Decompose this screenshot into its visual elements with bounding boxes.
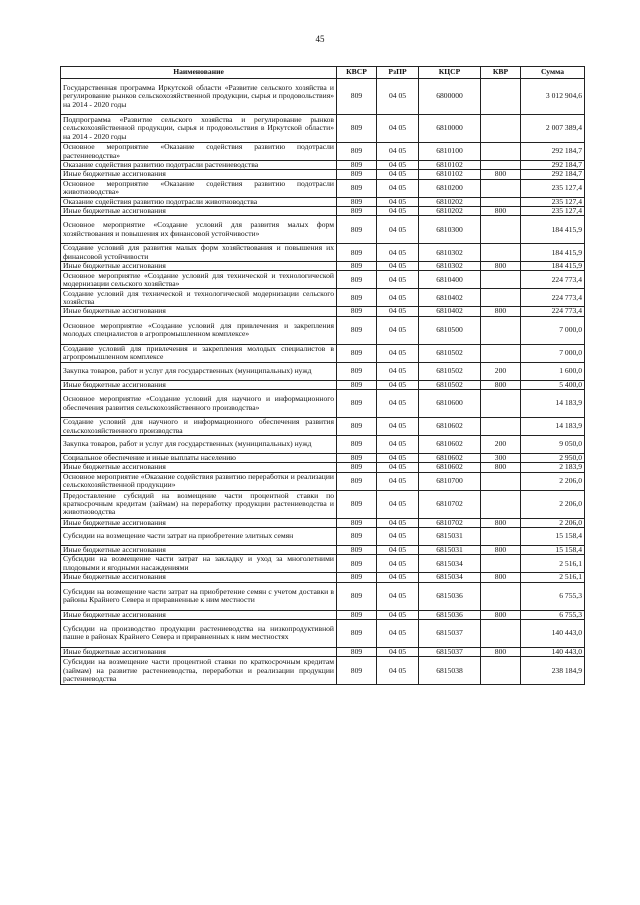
cell-sum: 2 183,9: [521, 463, 585, 472]
cell-kvr: [481, 216, 521, 244]
cell-rzpr: 04 05: [377, 197, 419, 206]
table-header-row: [61, 67, 585, 79]
cell-name: Иные бюджетные ассигнования: [61, 307, 337, 316]
cell-sum: 224 773,4: [521, 307, 585, 316]
cell-kvsr: 809: [337, 582, 377, 610]
cell-kvsr: 809: [337, 545, 377, 554]
cell-kvsr: 809: [337, 307, 377, 316]
table-row: [61, 143, 585, 161]
cell-rzpr: 04 05: [377, 289, 419, 307]
table-row: [61, 316, 585, 344]
cell-kvr: 800: [481, 170, 521, 179]
cell-rzpr: 04 05: [377, 418, 419, 436]
cell-kcsr: 6815036: [419, 582, 481, 610]
cell-sum: 7 000,0: [521, 344, 585, 362]
cell-kcsr: 6815038: [419, 657, 481, 685]
cell-rzpr: 04 05: [377, 143, 419, 161]
table-row: [61, 344, 585, 362]
cell-kvr: [481, 244, 521, 262]
table-body: [61, 79, 585, 685]
cell-kvsr: 809: [337, 143, 377, 161]
cell-sum: 2 206,0: [521, 490, 585, 518]
cell-kvsr: 809: [337, 647, 377, 656]
table-row: [61, 289, 585, 307]
table-row: [61, 555, 585, 573]
cell-kvr: [481, 472, 521, 490]
table-row: [61, 380, 585, 389]
cell-rzpr: 04 05: [377, 619, 419, 647]
cell-rzpr: 04 05: [377, 454, 419, 463]
cell-sum: 235 127,4: [521, 179, 585, 197]
table-row: [61, 545, 585, 554]
cell-kcsr: 6810702: [419, 518, 481, 527]
cell-kvsr: 809: [337, 390, 377, 418]
header-rzpr: РзПР: [377, 67, 419, 79]
cell-kvsr: 809: [337, 472, 377, 490]
cell-kvsr: 809: [337, 115, 377, 143]
cell-name: Субсидии на производство продукции растениеводства на низкопродуктивной пашне в районах Крайнего Севера и приравненных к ним местностях: [61, 619, 337, 647]
header-sum: Сумма: [521, 67, 585, 79]
cell-rzpr: 04 05: [377, 161, 419, 170]
cell-rzpr: 04 05: [377, 527, 419, 545]
cell-kvsr: 809: [337, 79, 377, 115]
cell-rzpr: 04 05: [377, 115, 419, 143]
cell-kcsr: 6815037: [419, 647, 481, 656]
table-row: [61, 197, 585, 206]
cell-kvr: 200: [481, 436, 521, 454]
cell-kvr: [481, 271, 521, 289]
cell-sum: 15 158,4: [521, 527, 585, 545]
cell-sum: 2 007 389,4: [521, 115, 585, 143]
cell-sum: 224 773,4: [521, 271, 585, 289]
cell-sum: 6 755,3: [521, 610, 585, 619]
cell-kvr: [481, 289, 521, 307]
cell-rzpr: 04 05: [377, 390, 419, 418]
cell-name: Основное мероприятие «Создание условий для технической и технологической модернизации сельского хозяйства»: [61, 271, 337, 289]
table-row: [61, 518, 585, 527]
cell-kcsr: 6810402: [419, 307, 481, 316]
cell-sum: 292 184,7: [521, 170, 585, 179]
table-row: [61, 179, 585, 197]
cell-kcsr: 6815034: [419, 573, 481, 582]
cell-name: Закупка товаров, работ и услуг для государственных (муниципальных) нужд: [61, 362, 337, 380]
cell-kvr: [481, 390, 521, 418]
cell-sum: 14 183,9: [521, 418, 585, 436]
cell-sum: 2 206,0: [521, 518, 585, 527]
cell-rzpr: 04 05: [377, 179, 419, 197]
cell-kvsr: 809: [337, 197, 377, 206]
cell-kvsr: 809: [337, 344, 377, 362]
table-row: [61, 262, 585, 271]
cell-kvsr: 809: [337, 518, 377, 527]
cell-name: Создание условий для привлечения и закрепления молодых специалистов в агропромышленном комплексе: [61, 344, 337, 362]
table-row: [61, 610, 585, 619]
cell-sum: 292 184,7: [521, 143, 585, 161]
cell-kvr: [481, 344, 521, 362]
cell-sum: 3 012 904,6: [521, 79, 585, 115]
cell-name: Оказание содействия развитию подотрасли растениеводства: [61, 161, 337, 170]
cell-kcsr: 6810602: [419, 463, 481, 472]
cell-kcsr: 6810000: [419, 115, 481, 143]
cell-rzpr: 04 05: [377, 79, 419, 115]
cell-rzpr: 04 05: [377, 582, 419, 610]
table-row: [61, 216, 585, 244]
cell-sum: 140 443,0: [521, 619, 585, 647]
cell-name: Субсидии на возмещение части процентной ставки по краткосрочным кредитам (займам) на развитие растениеводства, переработки и реализации продукции растениеводства: [61, 657, 337, 685]
cell-sum: 140 443,0: [521, 647, 585, 656]
cell-kvsr: 809: [337, 206, 377, 215]
cell-kvr: 800: [481, 573, 521, 582]
cell-rzpr: 04 05: [377, 344, 419, 362]
cell-sum: 224 773,4: [521, 289, 585, 307]
cell-kvsr: 809: [337, 619, 377, 647]
cell-rzpr: 04 05: [377, 657, 419, 685]
cell-kvr: 800: [481, 545, 521, 554]
cell-kcsr: 6810600: [419, 390, 481, 418]
cell-kvr: [481, 582, 521, 610]
cell-name: Иные бюджетные ассигнования: [61, 262, 337, 271]
header-kcsr: КЦСР: [419, 67, 481, 79]
table-row: [61, 115, 585, 143]
table-row: [61, 244, 585, 262]
cell-kcsr: 6815031: [419, 545, 481, 554]
cell-kcsr: 6810602: [419, 418, 481, 436]
cell-name: Государственная программа Иркутской области «Развитие сельского хозяйства и регулирование рынков сельскохозяйственной продукции, сырья и продовольствия» на 2014 - 2020 годы: [61, 79, 337, 115]
cell-name: Иные бюджетные ассигнования: [61, 206, 337, 215]
cell-name: Создание условий для научного и информационного обеспечения развития сельскохозяйственного производства: [61, 418, 337, 436]
cell-kvr: 800: [481, 380, 521, 389]
table-row: [61, 472, 585, 490]
cell-kcsr: 6815037: [419, 619, 481, 647]
cell-kvsr: 809: [337, 463, 377, 472]
header-kvr: КВР: [481, 67, 521, 79]
cell-rzpr: 04 05: [377, 170, 419, 179]
cell-name: Иные бюджетные ассигнования: [61, 545, 337, 554]
cell-name: Создание условий для технической и технологической модернизации сельского хозяйства: [61, 289, 337, 307]
cell-kcsr: 6810502: [419, 380, 481, 389]
cell-name: Иные бюджетные ассигнования: [61, 647, 337, 656]
table-row: [61, 463, 585, 472]
cell-kcsr: 6815031: [419, 527, 481, 545]
cell-kvr: [481, 143, 521, 161]
cell-kcsr: 6810502: [419, 362, 481, 380]
cell-kcsr: 6810700: [419, 472, 481, 490]
cell-kvr: [481, 527, 521, 545]
cell-kvsr: 809: [337, 436, 377, 454]
cell-rzpr: 04 05: [377, 436, 419, 454]
cell-kcsr: 6815034: [419, 555, 481, 573]
cell-kcsr: 6810200: [419, 179, 481, 197]
cell-sum: 2 206,0: [521, 472, 585, 490]
cell-sum: 2 950,0: [521, 454, 585, 463]
cell-rzpr: 04 05: [377, 545, 419, 554]
table-row: [61, 418, 585, 436]
cell-kvsr: 809: [337, 161, 377, 170]
cell-kcsr: 6810702: [419, 490, 481, 518]
cell-sum: 184 415,9: [521, 244, 585, 262]
cell-name: Основное мероприятие «Создание условий для привлечения и закрепления молодых специалистов в агропромышленном комплексе»: [61, 316, 337, 344]
cell-name: Создание условий для развития малых форм хозяйствования и повышения их финансовой устойчивости: [61, 244, 337, 262]
cell-kvr: 800: [481, 262, 521, 271]
cell-sum: 5 400,0: [521, 380, 585, 389]
cell-kvr: [481, 490, 521, 518]
table-row: [61, 619, 585, 647]
cell-name: Иные бюджетные ассигнования: [61, 170, 337, 179]
cell-name: Иные бюджетные ассигнования: [61, 463, 337, 472]
cell-kcsr: 6810302: [419, 244, 481, 262]
cell-kvsr: 809: [337, 657, 377, 685]
cell-rzpr: 04 05: [377, 206, 419, 215]
cell-rzpr: 04 05: [377, 216, 419, 244]
table-row: [61, 527, 585, 545]
cell-sum: 7 000,0: [521, 316, 585, 344]
cell-kvsr: 809: [337, 262, 377, 271]
table-row: [61, 436, 585, 454]
cell-rzpr: 04 05: [377, 472, 419, 490]
cell-kvr: [481, 316, 521, 344]
cell-name: Подпрограмма «Развитие сельского хозяйства и регулирование рынков сельскохозяйственной продукции, сырья и продовольствия в Иркутской области» на 2014 - 2020 годы: [61, 115, 337, 143]
cell-kvr: [481, 79, 521, 115]
cell-kvr: 800: [481, 647, 521, 656]
table-row: [61, 647, 585, 656]
cell-sum: 238 184,9: [521, 657, 585, 685]
cell-sum: 2 516,1: [521, 573, 585, 582]
cell-rzpr: 04 05: [377, 244, 419, 262]
cell-rzpr: 04 05: [377, 490, 419, 518]
cell-kcsr: 6810300: [419, 216, 481, 244]
cell-rzpr: 04 05: [377, 307, 419, 316]
cell-kvsr: 809: [337, 316, 377, 344]
cell-kvr: [481, 418, 521, 436]
cell-kvr: 300: [481, 454, 521, 463]
table-row: [61, 307, 585, 316]
cell-kvsr: 809: [337, 170, 377, 179]
cell-name: Субсидии на возмещение части затрат на закладку и уход за многолетними плодовыми и ягодными насаждениями: [61, 555, 337, 573]
cell-name: Основное мероприятие «Создание условий для развития малых форм хозяйствования и повышения их финансовой устойчивости»: [61, 216, 337, 244]
cell-name: Иные бюджетные ассигнования: [61, 380, 337, 389]
cell-kvr: [481, 657, 521, 685]
header-kvsr: КВСР: [337, 67, 377, 79]
cell-kcsr: 6815036: [419, 610, 481, 619]
cell-kvr: [481, 115, 521, 143]
cell-name: Основное мероприятие «Создание условий для научного и информационного обеспечения развития сельскохозяйственного производства»: [61, 390, 337, 418]
cell-kvr: [481, 179, 521, 197]
table-row: [61, 79, 585, 115]
cell-kcsr: 6810400: [419, 271, 481, 289]
cell-sum: 9 050,0: [521, 436, 585, 454]
cell-rzpr: 04 05: [377, 463, 419, 472]
cell-kcsr: 6800000: [419, 79, 481, 115]
cell-rzpr: 04 05: [377, 647, 419, 656]
cell-kvsr: 809: [337, 244, 377, 262]
cell-kcsr: 6810500: [419, 316, 481, 344]
cell-name: Оказание содействия развитию подотрасли животноводства: [61, 197, 337, 206]
table-row: [61, 490, 585, 518]
cell-rzpr: 04 05: [377, 610, 419, 619]
cell-kvsr: 809: [337, 418, 377, 436]
budget-table: [60, 66, 585, 685]
cell-kvsr: 809: [337, 610, 377, 619]
cell-sum: 2 516,1: [521, 555, 585, 573]
cell-kvsr: 809: [337, 362, 377, 380]
cell-name: Иные бюджетные ассигнования: [61, 573, 337, 582]
cell-kvr: 200: [481, 362, 521, 380]
cell-sum: 184 415,9: [521, 262, 585, 271]
cell-kvsr: 809: [337, 271, 377, 289]
cell-kvr: [481, 555, 521, 573]
cell-kvsr: 809: [337, 380, 377, 389]
cell-kcsr: 6810202: [419, 197, 481, 206]
table-row: [61, 582, 585, 610]
cell-rzpr: 04 05: [377, 362, 419, 380]
cell-name: Основное мероприятие «Оказание содействия развитию подотрасли растениеводства»: [61, 143, 337, 161]
cell-sum: 235 127,4: [521, 197, 585, 206]
cell-rzpr: 04 05: [377, 271, 419, 289]
cell-name: Основное мероприятие «Оказание содействия развитию переработки и реализации сельскохозяйственной продукции»: [61, 472, 337, 490]
cell-kvsr: 809: [337, 289, 377, 307]
table-row: [61, 390, 585, 418]
cell-rzpr: 04 05: [377, 380, 419, 389]
cell-kvsr: 809: [337, 454, 377, 463]
cell-rzpr: 04 05: [377, 573, 419, 582]
cell-kcsr: 6810102: [419, 170, 481, 179]
cell-name: Закупка товаров, работ и услуг для государственных (муниципальных) нужд: [61, 436, 337, 454]
cell-name: Иные бюджетные ассигнования: [61, 610, 337, 619]
cell-name: Социальное обеспечение и иные выплаты населению: [61, 454, 337, 463]
cell-rzpr: 04 05: [377, 316, 419, 344]
table-row: [61, 657, 585, 685]
cell-kvsr: 809: [337, 490, 377, 518]
cell-kvsr: 809: [337, 179, 377, 197]
cell-kcsr: 6810102: [419, 161, 481, 170]
cell-kvr: 800: [481, 206, 521, 215]
cell-kvr: 800: [481, 518, 521, 527]
cell-sum: 6 755,3: [521, 582, 585, 610]
cell-kvr: [481, 619, 521, 647]
cell-sum: 14 183,9: [521, 390, 585, 418]
header-name: Наименование: [61, 67, 337, 79]
cell-name: Основное мероприятие «Оказание содействия развитию подотрасли животноводства»: [61, 179, 337, 197]
page-number: 45: [315, 34, 325, 44]
cell-sum: 292 184,7: [521, 161, 585, 170]
cell-kcsr: 6810402: [419, 289, 481, 307]
cell-kvsr: 809: [337, 527, 377, 545]
cell-kvr: 800: [481, 610, 521, 619]
table-row: [61, 170, 585, 179]
cell-kcsr: 6810602: [419, 436, 481, 454]
cell-name: Предоставление субсидий на возмещение части процентной ставки по краткосрочным кредитам (займам) на переработку продукции растениеводства и животноводства: [61, 490, 337, 518]
cell-name: Субсидии на возмещение части затрат на приобретение семян с учетом доставки в районы Крайнего Севера и приравненные к ним местности: [61, 582, 337, 610]
cell-kvsr: 809: [337, 555, 377, 573]
table-row: [61, 206, 585, 215]
cell-rzpr: 04 05: [377, 262, 419, 271]
cell-kvr: 800: [481, 463, 521, 472]
table-row: [61, 271, 585, 289]
cell-name: Иные бюджетные ассигнования: [61, 518, 337, 527]
cell-kcsr: 6810202: [419, 206, 481, 215]
cell-sum: 184 415,9: [521, 216, 585, 244]
table-row: [61, 573, 585, 582]
cell-sum: 1 600,0: [521, 362, 585, 380]
cell-kcsr: 6810502: [419, 344, 481, 362]
cell-kcsr: 6810602: [419, 454, 481, 463]
cell-sum: 15 158,4: [521, 545, 585, 554]
cell-kvsr: 809: [337, 573, 377, 582]
cell-kcsr: 6810100: [419, 143, 481, 161]
cell-sum: 235 127,4: [521, 206, 585, 215]
table-row: [61, 362, 585, 380]
cell-kvr: [481, 197, 521, 206]
cell-kcsr: 6810302: [419, 262, 481, 271]
cell-name: Субсидии на возмещение части затрат на приобретение элитных семян: [61, 527, 337, 545]
cell-kvsr: 809: [337, 216, 377, 244]
cell-rzpr: 04 05: [377, 518, 419, 527]
cell-kvr: 800: [481, 307, 521, 316]
cell-rzpr: 04 05: [377, 555, 419, 573]
